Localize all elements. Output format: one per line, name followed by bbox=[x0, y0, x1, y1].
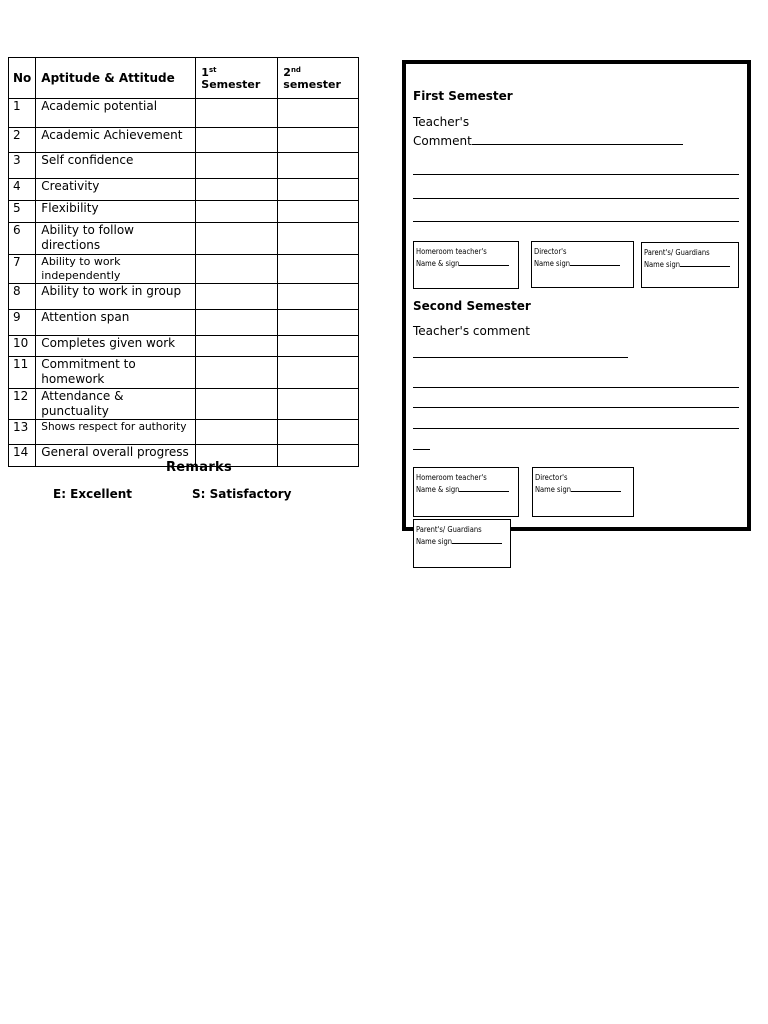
second-parent-sign-box[interactable] bbox=[413, 519, 511, 568]
first-semester-cell[interactable] bbox=[196, 336, 278, 357]
second-semester-cell[interactable] bbox=[278, 445, 359, 467]
first-semester-cell[interactable] bbox=[196, 357, 278, 389]
second-comment-line[interactable] bbox=[413, 387, 739, 388]
second-comment-line[interactable] bbox=[413, 357, 628, 358]
row-item: Ability to follow directions bbox=[36, 223, 196, 255]
table-row bbox=[9, 128, 359, 153]
row-number: 14 bbox=[9, 445, 36, 467]
second-comment-line[interactable] bbox=[413, 428, 739, 429]
first-director-sign-box[interactable] bbox=[531, 241, 634, 288]
table-row bbox=[9, 223, 359, 255]
row-number: 6 bbox=[9, 223, 36, 255]
first-teacher-comment-label: Comment bbox=[413, 134, 472, 148]
first-comment-line[interactable] bbox=[413, 198, 739, 199]
first-semester-title: First Semester bbox=[413, 89, 513, 103]
table-row bbox=[9, 310, 359, 336]
second-semester-title: Second Semester bbox=[413, 299, 531, 313]
table-row bbox=[9, 99, 359, 128]
row-item: Commitment to homework bbox=[36, 357, 196, 389]
parent-label: Parent's/ Guardians bbox=[416, 525, 482, 534]
legend-excellent: E: Excellent bbox=[53, 487, 133, 501]
second-semester-cell[interactable] bbox=[278, 255, 359, 284]
homeroom-sign-label: Name & sign bbox=[416, 485, 460, 494]
table-row bbox=[9, 153, 359, 179]
table-row bbox=[9, 357, 359, 389]
second-semester-cell[interactable] bbox=[278, 336, 359, 357]
second-semester-cell[interactable] bbox=[278, 420, 359, 445]
row-item: Creativity bbox=[36, 179, 196, 201]
first-semester-cell[interactable] bbox=[196, 389, 278, 420]
homeroom-label: Homeroom teacher's bbox=[416, 247, 487, 256]
second-semester-cell[interactable] bbox=[278, 179, 359, 201]
row-item: General overall progress bbox=[36, 445, 196, 467]
first-homeroom-sign-box[interactable] bbox=[413, 241, 519, 289]
row-item: Self confidence bbox=[36, 153, 196, 179]
remarks-title: Remarks bbox=[166, 460, 233, 475]
row-number: 10 bbox=[9, 336, 36, 357]
legend-satisfactory: S: Satisfactory bbox=[192, 487, 292, 501]
director-label: Director's bbox=[534, 247, 567, 256]
second-comment-line[interactable] bbox=[413, 407, 739, 408]
row-item: Ability to work independently bbox=[36, 255, 196, 284]
row-item: Academic potential bbox=[36, 99, 196, 128]
row-number: 3 bbox=[9, 153, 36, 179]
first-semester-cell[interactable] bbox=[196, 99, 278, 128]
header-second-semester: 2nd semester bbox=[278, 58, 359, 99]
row-number: 12 bbox=[9, 389, 36, 420]
table-row bbox=[9, 336, 359, 357]
homeroom-sign-label: Name & sign bbox=[416, 259, 460, 268]
parent-sign-label: Name sign bbox=[416, 537, 453, 546]
first-semester-cell[interactable] bbox=[196, 128, 278, 153]
second-semester-cell[interactable] bbox=[278, 128, 359, 153]
table-row bbox=[9, 179, 359, 201]
row-number: 9 bbox=[9, 310, 36, 336]
first-teacher-comment-row bbox=[413, 133, 683, 148]
second-comment-line[interactable] bbox=[413, 449, 430, 450]
director-label: Director's bbox=[535, 473, 568, 482]
row-item: Completes given work bbox=[36, 336, 196, 357]
row-item: Attention span bbox=[36, 310, 196, 336]
row-number: 13 bbox=[9, 420, 36, 445]
aptitude-attitude-table bbox=[8, 57, 359, 467]
row-item: Ability to work in group bbox=[36, 284, 196, 310]
row-number: 11 bbox=[9, 357, 36, 389]
row-number: 5 bbox=[9, 201, 36, 223]
table-header-row bbox=[9, 58, 359, 99]
second-semester-cell[interactable] bbox=[278, 357, 359, 389]
first-comment-line[interactable] bbox=[413, 174, 739, 175]
row-item: Attendance & punctuality bbox=[36, 389, 196, 420]
parent-label: Parent's/ Guardians bbox=[644, 248, 710, 257]
second-homeroom-sign-box[interactable] bbox=[413, 467, 519, 517]
second-semester-cell[interactable] bbox=[278, 153, 359, 179]
second-semester-cell[interactable] bbox=[278, 201, 359, 223]
header-first-semester: 1st Semester bbox=[196, 58, 278, 99]
row-number: 7 bbox=[9, 255, 36, 284]
comments-panel bbox=[402, 60, 751, 531]
row-item: Flexibility bbox=[36, 201, 196, 223]
first-parent-sign-box[interactable] bbox=[641, 242, 739, 288]
second-semester-cell[interactable] bbox=[278, 389, 359, 420]
second-semester-cell[interactable] bbox=[278, 99, 359, 128]
row-number: 1 bbox=[9, 99, 36, 128]
table-row bbox=[9, 201, 359, 223]
first-semester-cell[interactable] bbox=[196, 201, 278, 223]
row-item: Academic Achievement bbox=[36, 128, 196, 153]
first-teacher-label: Teacher's bbox=[413, 115, 470, 129]
homeroom-label: Homeroom teacher's bbox=[416, 473, 487, 482]
row-number: 2 bbox=[9, 128, 36, 153]
first-semester-cell[interactable] bbox=[196, 255, 278, 284]
first-semester-cell[interactable] bbox=[196, 153, 278, 179]
row-number: 8 bbox=[9, 284, 36, 310]
second-teacher-label: Teacher's comment bbox=[413, 324, 530, 338]
second-semester-cell[interactable] bbox=[278, 284, 359, 310]
director-sign-label: Name sign bbox=[534, 259, 571, 268]
table-row bbox=[9, 389, 359, 420]
first-semester-cell[interactable] bbox=[196, 284, 278, 310]
director-sign-label: Name sign bbox=[535, 485, 572, 494]
table-row bbox=[9, 420, 359, 445]
parent-sign-label: Name sign bbox=[644, 260, 681, 269]
first-semester-cell[interactable] bbox=[196, 179, 278, 201]
table-row bbox=[9, 284, 359, 310]
first-semester-cell[interactable] bbox=[196, 223, 278, 255]
first-comment-line[interactable] bbox=[413, 221, 739, 222]
row-number: 4 bbox=[9, 179, 36, 201]
first-comment-line[interactable] bbox=[472, 133, 683, 145]
header-aptitude: Aptitude & Attitude bbox=[36, 58, 196, 99]
second-semester-cell[interactable] bbox=[278, 223, 359, 255]
table-row bbox=[9, 255, 359, 284]
first-semester-cell[interactable] bbox=[196, 420, 278, 445]
row-item: Shows respect for authority bbox=[36, 420, 196, 445]
second-director-sign-box[interactable] bbox=[532, 467, 634, 517]
header-no: No bbox=[9, 58, 36, 99]
first-semester-cell[interactable] bbox=[196, 310, 278, 336]
second-semester-cell[interactable] bbox=[278, 310, 359, 336]
